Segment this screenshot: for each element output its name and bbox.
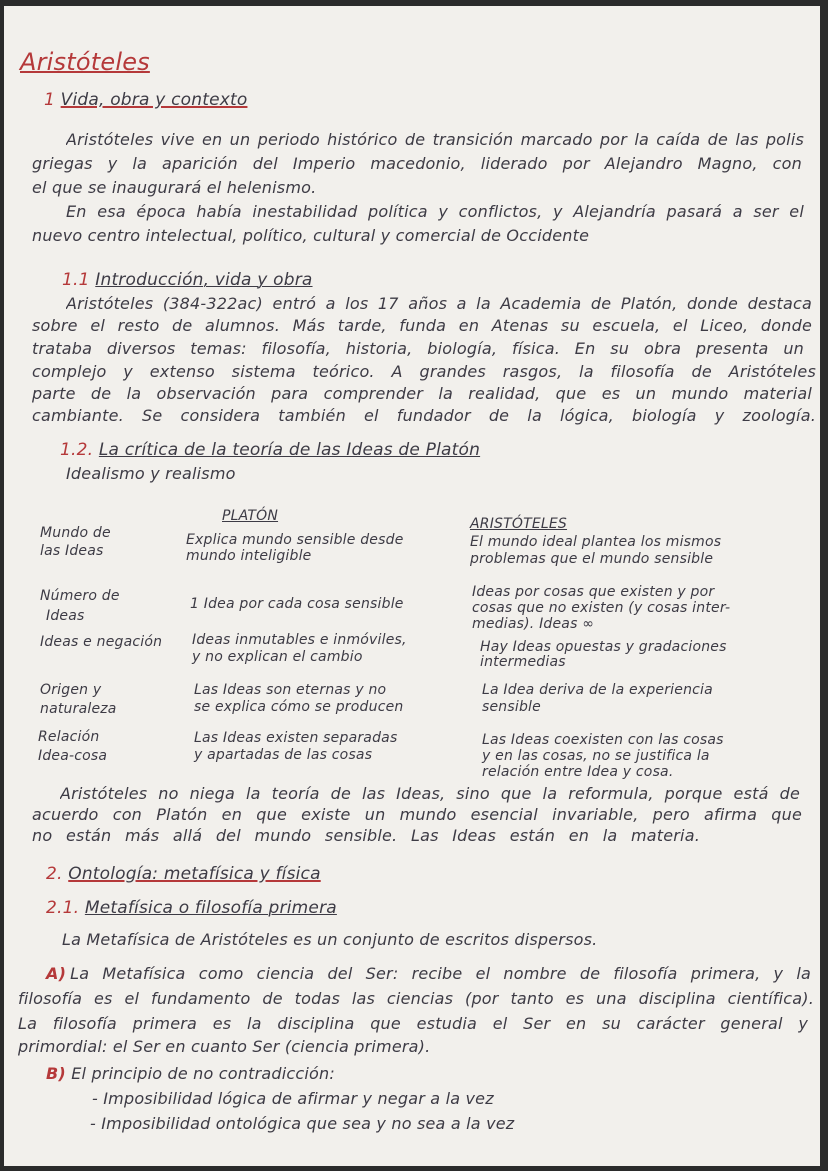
column-header-platon: PLATÓN <box>222 508 279 524</box>
text-line: La Metafísica de Aristóteles es un conjunto de escritos dispersos. <box>62 930 598 949</box>
aristoteles-cell: Hay Ideas opuestas y gradaciones intermedias <box>480 639 727 670</box>
subtitle: Idealismo y realismo <box>66 464 236 483</box>
aristoteles-cell: El mundo ideal plantea los mismos problemas que el mundo sensible <box>470 534 722 567</box>
list-item: - Imposibilidad lógica de afirmar y negar a la vez <box>92 1089 494 1108</box>
platon-cell: Ideas inmutables e inmóviles, y no explican el cambio <box>192 632 407 665</box>
platon-cell: 1 Idea por cada cosa sensible <box>190 596 404 612</box>
row-label: Mundo de las Ideas <box>40 525 111 559</box>
point-b-heading: B) El principio de no contradicción: <box>46 1064 335 1083</box>
text-line: parte de la observación para comprender la realidad, que es un mundo material <box>32 384 812 403</box>
row-label: Número de Ideas <box>40 588 120 624</box>
platon-cell: Las Ideas son eternas y no se explica cómo se producen <box>194 682 404 715</box>
aristoteles-cell: Ideas por cosas que existen y por cosas que no existen (y cosas inter- medias). Ideas ∞ <box>472 584 731 632</box>
text-line: Aristóteles (384-322ac) entró a los 17 años a la Academia de Platón, donde destaca <box>66 294 812 313</box>
section-1-heading: 1 Vida, obra y contexto <box>44 90 248 110</box>
section-1-2-heading: 1.2. La crítica de la teoría de las Ideas de Platón <box>60 440 481 460</box>
text-line: complejo y extenso sistema teórico. A grandes rasgos, la filosofía de Aristóteles <box>32 362 816 381</box>
text-line: trataba diversos temas: filosofía, historia, biología, física. En su obra presenta un <box>32 339 804 358</box>
text-line: filosofía es el fundamento de todas las ciencias (por tanto es una disciplina científica). <box>18 989 814 1008</box>
row-label: Ideas e negación <box>40 634 163 650</box>
section-2-1-heading: 2.1. Metafísica o filosofía primera <box>46 898 337 918</box>
platon-cell: Las Ideas existen separadas y apartadas de las cosas <box>194 730 398 763</box>
notebook-page <box>4 6 820 1166</box>
row-label: Relación Idea-cosa <box>38 729 108 764</box>
column-header-aristoteles: ARISTÓTELES <box>470 516 568 532</box>
text-line: acuerdo con Platón en que existe un mundo esencial invariable, pero afirma que <box>32 805 802 824</box>
text-line: no están más allá del mundo sensible. Las Ideas están en la materia. <box>32 826 700 845</box>
text-line: sobre el resto de alumnos. Más tarde, funda en Atenas su escuela, el Liceo, donde <box>32 316 812 335</box>
text-line: cambiante. Se considera también el fundador de la lógica, biología y zoología. <box>32 406 816 425</box>
list-item: - Imposibilidad ontológica que sea y no sea a la vez <box>90 1114 515 1133</box>
text-line: En esa época había inestabilidad política y conflictos, y Alejandría pasará a ser el <box>66 202 804 221</box>
point-a-first-line: A) La Metafísica como ciencia del Ser: recibe el nombre de filosofía primera, y la <box>46 964 811 983</box>
section-2-heading: 2. Ontología: metafísica y física <box>46 864 321 884</box>
row-label: Origen y naturaleza <box>40 682 117 717</box>
text-line: La filosofía primera es la disciplina que estudia el Ser en su carácter general y <box>18 1014 808 1033</box>
aristoteles-cell: La Idea deriva de la experiencia sensible <box>482 682 713 715</box>
text-line: griegas y la aparición del Imperio macedonio, liderado por Alejandro Magno, con <box>32 154 802 173</box>
page-title: Aristóteles <box>20 48 150 76</box>
text-line: Aristóteles vive en un periodo histórico de transición marcado por la caída de las polis <box>66 130 804 149</box>
text-line: primordial: el Ser en cuanto Ser (ciencia primera). <box>18 1037 431 1056</box>
text-line: nuevo centro intelectual, político, cultural y comercial de Occidente <box>32 226 590 245</box>
platon-cell: Explica mundo sensible desde mundo inteligible <box>186 532 404 564</box>
aristoteles-cell: Las Ideas coexisten con las cosas y en las cosas, no se justifica la relación entre Idea y cosa. <box>482 732 724 780</box>
section-1-1-heading: 1.1 Introducción, vida y obra <box>62 270 313 290</box>
text-line: el que se inaugurará el helenismo. <box>32 178 317 197</box>
text-line: Aristóteles no niega la teoría de las Ideas, sino que la reformula, porque está de <box>60 784 800 803</box>
